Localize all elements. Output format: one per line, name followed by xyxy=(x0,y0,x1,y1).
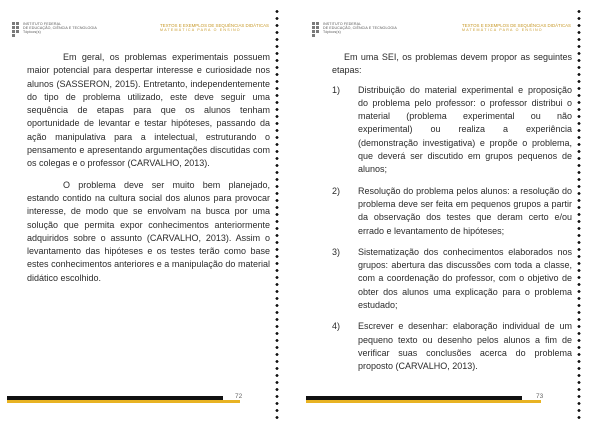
page-divider xyxy=(275,8,279,420)
page-number: 73 xyxy=(536,393,544,400)
footer-bar-gold xyxy=(7,400,240,403)
series-title-block xyxy=(462,23,571,33)
institution-line: Tópicos(s) xyxy=(23,30,41,35)
step-text: Sistematização dos conhecimentos elaborados nos grupos: abertura das discussões com toda a classe, com a coordenação do professor, com o objetivo de obter dos alunos uma explicação para o problema estudado; xyxy=(358,246,572,311)
step-text: Resolução do problema pelos alunos: a resolução do problema deve ser feita em pequenos grupos a partir da observação dos testes que deram certo e/ou errado e levantamento de hipóteses; xyxy=(358,185,572,236)
institution-line: Tópicos(s) xyxy=(323,30,341,35)
institution-line: INSTITUTO FEDERAL xyxy=(323,22,362,26)
series-title: TEXTOS E EXEMPLOS DE SEQUÊNCIAS DIDÁTICAS xyxy=(462,23,571,28)
series-subtitle: MATEMÁTICA PARA O ENSINO xyxy=(160,28,241,32)
footer-bar xyxy=(306,396,541,403)
paragraph: Em geral, os problemas experimentais possuem maior potencial para despertar interesse e curiosidade nos alunos (SASSERON, 2015). Entretanto, independentemente do tipo de problema utilizado, este deve seguir uma sequência de etapas para que os alunos tenham oportunidade de levantar e testar hipóteses, passando da ação manipulativa para a intelectual, estruturando o pensamento e apresentando argumentações discutidas com os colegas e o professor (CARVALHO, 2013). xyxy=(27,52,270,169)
right-page xyxy=(300,0,600,424)
step-number: 2) xyxy=(332,185,341,196)
page-divider xyxy=(577,8,581,420)
list-item xyxy=(332,84,572,177)
steps-list xyxy=(332,84,572,374)
series-subtitle: MATEMÁTICA PARA O ENSINO xyxy=(462,28,543,32)
right-page-body xyxy=(332,51,572,382)
step-text: Escrever e desenhar: elaboração individual de um pequeno texto ou desenho pelos alunos a fim de verificar suas conclusões acerca do problema proposto (CARVALHO, 2013). xyxy=(358,321,572,372)
institution-name xyxy=(323,22,397,35)
step-number: 4) xyxy=(332,321,341,332)
page-number: 72 xyxy=(235,393,243,400)
institution-name xyxy=(23,22,97,35)
paragraph: O problema deve ser muito bem planejado, estando contido na cultura social dos alunos para provocar interesse, de modo que se envolvam na busca por uma solução que permita expor conhecimentos anteriormente adquiridos sobre o assunto (CARVALHO, 2013). Assim o levantamento das hipóteses e os testes terão como base estes conhecimentos anteriores e a manipulação do material didático escolhido. xyxy=(27,179,270,283)
series-title: TEXTOS E EXEMPLOS DE SEQUÊNCIAS DIDÁTICAS xyxy=(160,23,269,28)
step-number: 3) xyxy=(332,246,341,257)
institution-line: INSTITUTO FEDERAL xyxy=(23,22,62,26)
institute-logo xyxy=(12,22,20,38)
list-item xyxy=(332,185,572,238)
intro-paragraph: Em uma SEI, os problemas devem propor as seguintes etapas: xyxy=(332,52,572,76)
left-page-body xyxy=(27,51,270,293)
footer-bar xyxy=(7,396,240,403)
series-title-block xyxy=(160,23,269,33)
institute-logo xyxy=(312,22,320,38)
institution-line: DE EDUCAÇÃO, CIÊNCIA E TECNOLOGIA xyxy=(23,26,97,31)
list-item xyxy=(332,320,572,373)
list-item xyxy=(332,246,572,312)
institution-line: DE EDUCAÇÃO, CIÊNCIA E TECNOLOGIA xyxy=(323,26,397,31)
footer-bar-gold xyxy=(306,400,541,403)
step-number: 1) xyxy=(332,84,341,95)
step-text: Distribuição do material experimental e proposição do problema pelo professor: o professor distribui o material (problema experimental ou não experimental) ou realiza a experiência (demonstração investigativa) e propõe o problema, que deverá ser discutido em grupos pequenos de alunos; xyxy=(358,84,572,175)
